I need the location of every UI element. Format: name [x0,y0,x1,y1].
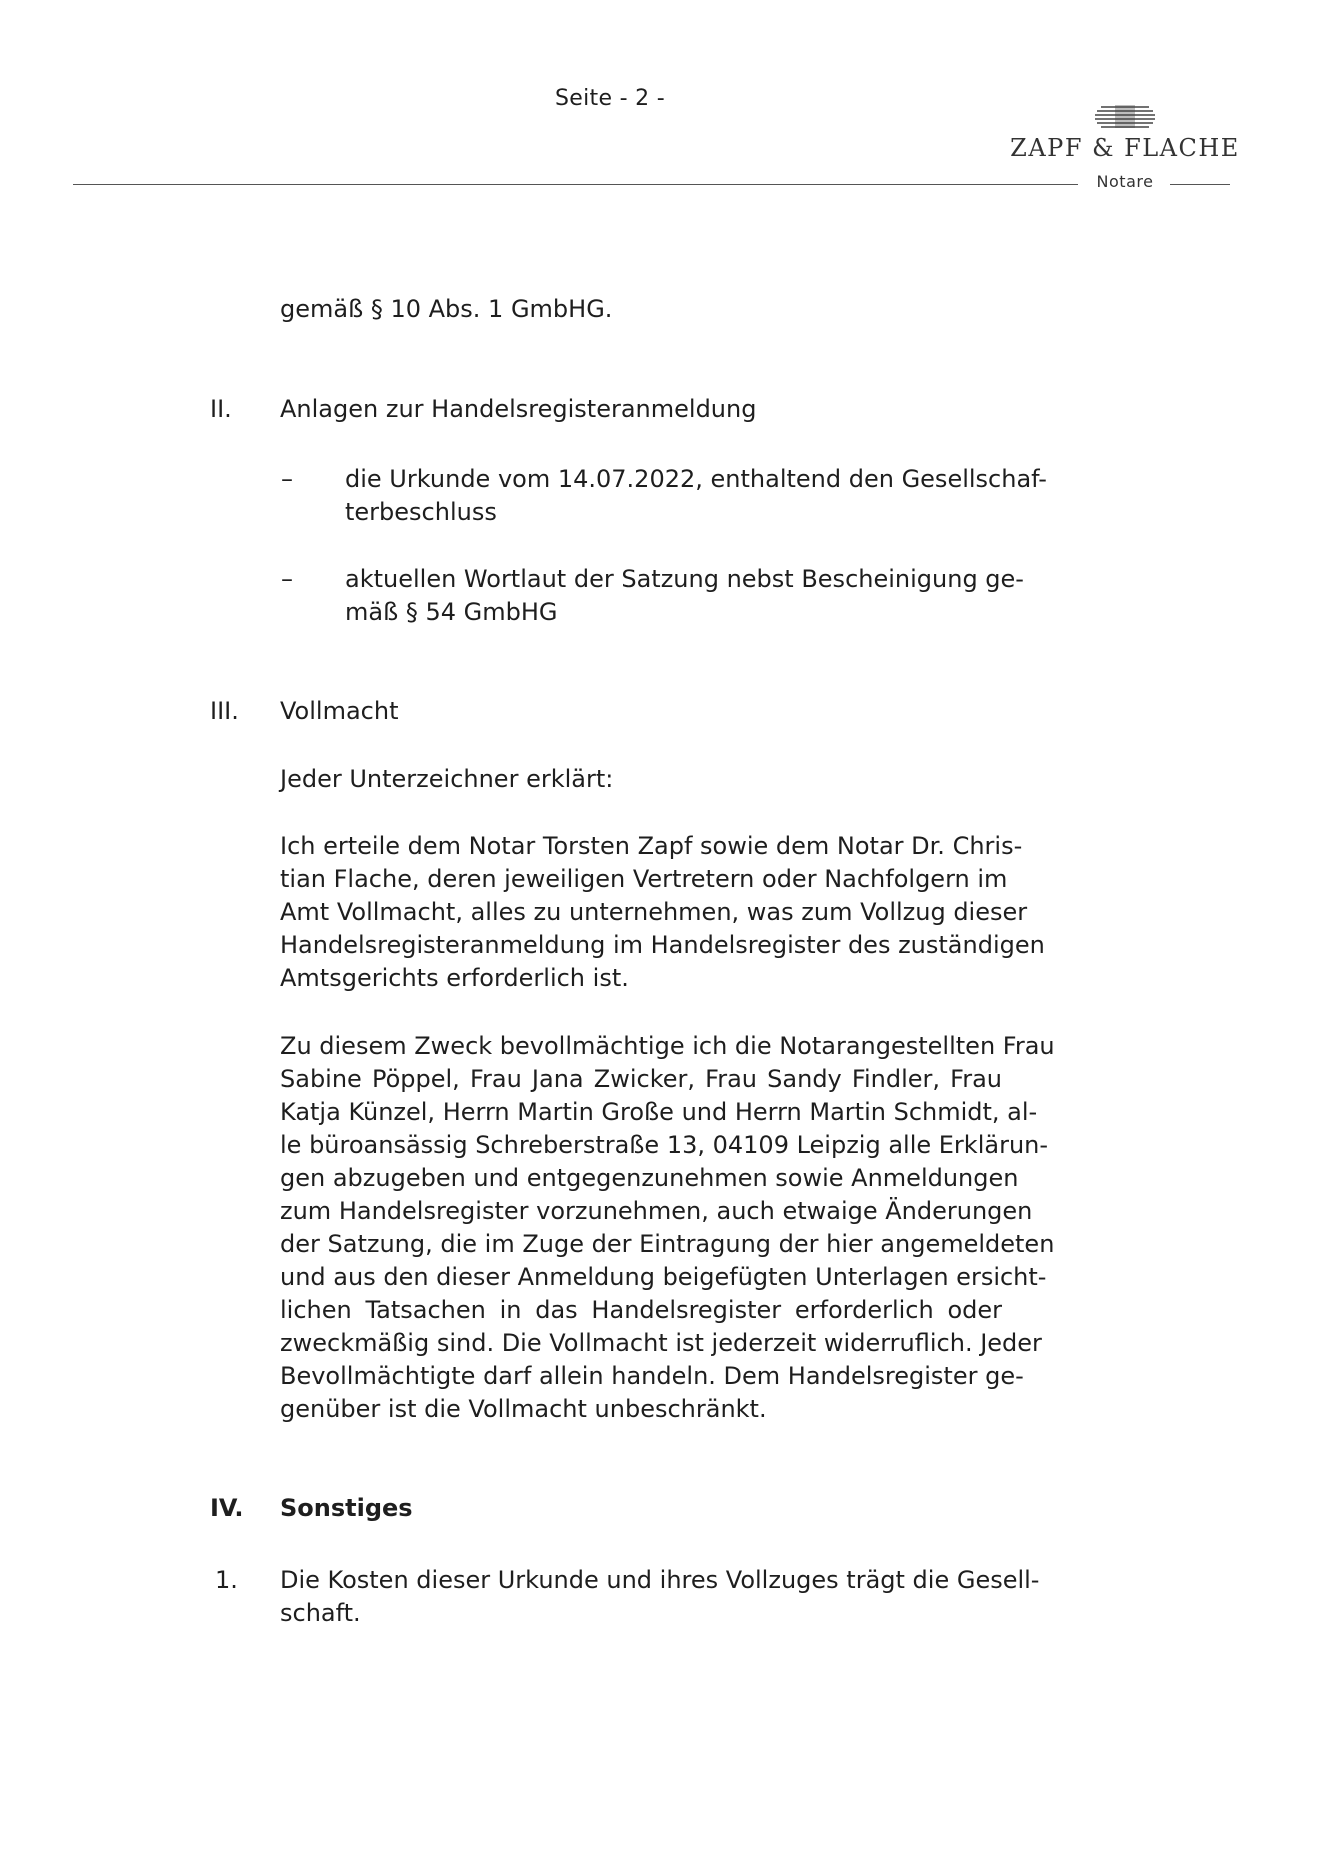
paragraph-line: zweckmäßig sind. Die Vollmacht ist jederzeit widerruflich. Jeder [280,1329,1042,1357]
list-item-line: aktuellen Wortlaut der Satzung nebst Bescheinigung ge- [345,565,1024,593]
section-title: Sonstiges [280,1494,413,1522]
paragraph-line: genüber ist die Vollmacht unbeschränkt. [280,1395,767,1423]
section-number: II. [210,395,232,423]
paragraph-line: Katja Künzel, Herrn Martin Große und Herrn Martin Schmidt, al- [280,1098,1038,1126]
paragraph-line: Amt Vollmacht, alles zu unternehmen, was zum Vollzug dieser [280,898,1028,926]
paragraph-line: Amtsgerichts erforderlich ist. [280,964,629,992]
list-item-line: mäß § 54 GmbHG [345,598,558,626]
paragraph-line: Bevollmächtigte darf allein handeln. Dem Handelsregister ge- [280,1362,1024,1390]
paragraph-line: Zu diesem Zweck bevollmächtige ich die Notarangestellten Frau [280,1032,1055,1060]
section-number: IV. [210,1494,244,1522]
bullet-dash: – [281,465,293,493]
section-title: Vollmacht [280,697,399,725]
paragraph-line: tian Flache, deren jeweiligen Vertretern oder Nachfolgern im [280,865,1008,893]
header-rule [73,184,1078,185]
firm-subtitle: Notare [1096,172,1154,191]
paragraph-line: Handelsregisteranmeldung im Handelsregister des zuständigen [280,931,1045,959]
item-number: 1. [215,1566,238,1594]
header-rule-right [1170,184,1230,185]
intro-line: gemäß § 10 Abs. 1 GmbHG. [280,295,613,323]
firm-logo [1010,104,1240,162]
section-number: III. [210,697,239,725]
paragraph-line: gen abzugeben und entgegenzunehmen sowie Anmeldungen [280,1164,1019,1192]
section-title: Anlagen zur Handelsregisteranmeldung [280,395,757,423]
list-item-line: die Urkunde vom 14.07.2022, enthaltend den Gesellschaf- [345,465,1047,493]
paragraph-line: schaft. [280,1599,361,1627]
paragraph-line: Sabine Pöppel, Frau Jana Zwicker, Frau Sandy Findler, Frau [280,1065,1002,1093]
paragraph-line: Ich erteile dem Notar Torsten Zapf sowie dem Notar Dr. Chris- [280,832,1023,860]
paragraph-lead: Jeder Unterzeichner erklärt: [280,765,614,793]
paragraph-line: le büroansässig Schreberstraße 13, 04109 Leipzig alle Erklärun- [280,1131,1049,1159]
paragraph-line: lichen Tatsachen in das Handelsregister erforderlich oder [280,1296,1002,1324]
paragraph-line: und aus den dieser Anmeldung beigefügten Unterlagen ersicht- [280,1263,1047,1291]
paragraph-line: zum Handelsregister vorzunehmen, auch etwaige Änderungen [280,1197,1033,1225]
logo-mark-icon [1093,104,1157,128]
firm-name: ZAPF & FLACHE [1010,134,1240,162]
page-number: Seite - 2 - [555,86,665,111]
paragraph-line: der Satzung, die im Zuge der Eintragung der hier angemeldeten [280,1230,1055,1258]
bullet-dash: – [281,565,293,593]
paragraph-line: Die Kosten dieser Urkunde und ihres Vollzuges trägt die Gesell- [280,1566,1040,1594]
list-item-line: terbeschluss [345,498,497,526]
